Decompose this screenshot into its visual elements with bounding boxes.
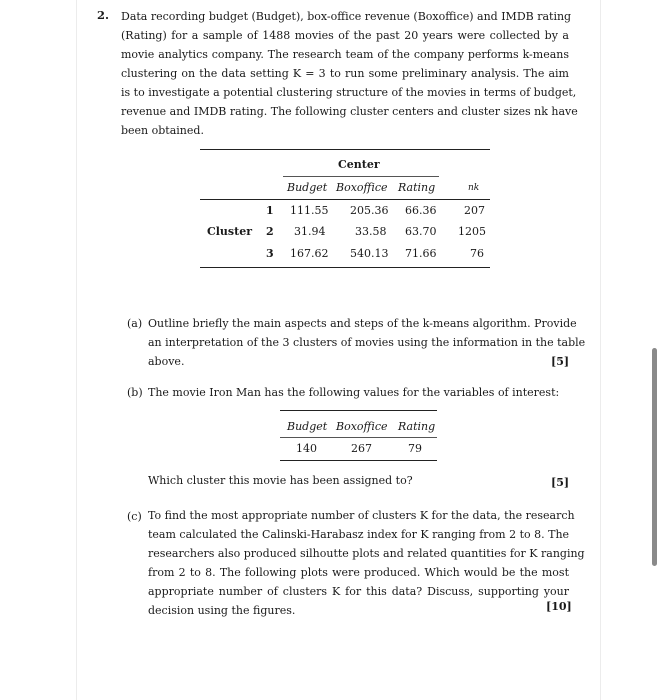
table-bottom-rule bbox=[200, 267, 490, 268]
part-c-line: from 2 to 8. The following plots were produced. Which would be the most bbox=[148, 566, 569, 579]
part-c-line: appropriate number of clusters K for this data? Discuss, supporting your bbox=[148, 585, 569, 598]
cell-budget: 31.94 bbox=[294, 225, 326, 238]
intro-line: clustering on the data setting K = 3 to run some preliminary analysis. The aim bbox=[121, 67, 569, 80]
part-b-marks: [5] bbox=[551, 476, 570, 489]
cell-boxoffice: 33.58 bbox=[355, 225, 387, 238]
header-budget: Budget bbox=[287, 181, 328, 194]
cell-budget: 167.62 bbox=[290, 247, 329, 260]
iron-man-mid-rule bbox=[280, 437, 437, 438]
iron-man-top-rule bbox=[280, 410, 437, 411]
row-id: 1 bbox=[266, 204, 274, 217]
cell-boxoffice: 540.13 bbox=[350, 247, 389, 260]
header-rating: Rating bbox=[398, 181, 436, 194]
part-a-line: an interpretation of the 3 clusters of movies using the information in the table bbox=[148, 336, 586, 349]
table-top-rule bbox=[200, 149, 490, 150]
center-rule bbox=[283, 176, 439, 177]
iron-man-header-rating: Rating bbox=[398, 420, 436, 433]
vertical-scrollbar[interactable] bbox=[652, 348, 657, 566]
part-c-line: decision using the figures. bbox=[148, 604, 296, 617]
part-c-line: researchers also produced silhoutte plots and related quantities for K ranging bbox=[148, 547, 585, 560]
cell-rating: 63.70 bbox=[405, 225, 437, 238]
iron-man-rating: 79 bbox=[408, 442, 422, 455]
iron-man-header-boxoffice: Boxoffice bbox=[336, 420, 388, 433]
cell-budget: 111.55 bbox=[290, 204, 329, 217]
intro-line: (Rating) for a sample of 1488 movies of the past 20 years were collected by a bbox=[121, 29, 569, 42]
page-right-edge bbox=[600, 0, 601, 700]
cluster-group-label: Cluster bbox=[207, 225, 252, 238]
part-c-marks: [10] bbox=[546, 600, 572, 613]
intro-line: Data recording budget (Budget), box-office revenue (Boxoffice) and IMDB rating bbox=[121, 10, 572, 23]
page-left-edge bbox=[76, 0, 77, 700]
header-boxoffice: Boxoffice bbox=[336, 181, 388, 194]
row-id: 3 bbox=[266, 247, 274, 260]
cell-rating: 71.66 bbox=[405, 247, 437, 260]
iron-man-budget: 140 bbox=[296, 442, 317, 455]
center-label: Center bbox=[338, 158, 380, 171]
intro-line: is to investigate a potential clustering structure of the movies in terms of budget, bbox=[121, 86, 577, 99]
cell-nk: 76 bbox=[470, 247, 484, 260]
cell-nk: 207 bbox=[464, 204, 485, 217]
iron-man-bottom-rule bbox=[280, 460, 437, 461]
iron-man-boxoffice: 267 bbox=[351, 442, 372, 455]
intro-line: movie analytics company. The research team of the company performs k-means bbox=[121, 48, 569, 61]
part-c-label: (c) bbox=[127, 510, 142, 523]
header-rule bbox=[200, 199, 490, 200]
iron-man-header-budget: Budget bbox=[287, 420, 328, 433]
part-b-label: (b) bbox=[127, 386, 143, 399]
part-a-label: (a) bbox=[127, 317, 143, 330]
cell-boxoffice: 205.36 bbox=[350, 204, 389, 217]
part-a-line: Outline briefly the main aspects and steps of the k-means algorithm. Provide bbox=[148, 317, 577, 330]
header-nk: nk bbox=[468, 183, 480, 193]
question-number: 2. bbox=[97, 8, 110, 22]
part-a-line: above. bbox=[148, 355, 185, 368]
part-b-question: Which cluster this movie has been assigned to? bbox=[148, 474, 413, 487]
part-b-text: The movie Iron Man has the following values for the variables of interest: bbox=[148, 386, 560, 399]
cell-nk: 1205 bbox=[458, 225, 486, 238]
intro-line: revenue and IMDB rating. The following cluster centers and cluster sizes nk have bbox=[121, 105, 578, 118]
part-c-line: To find the most appropriate number of clusters K for the data, the research bbox=[148, 509, 575, 522]
part-c-line: team calculated the Calinski-Harabasz index for K ranging from 2 to 8. The bbox=[148, 528, 570, 541]
part-c-text bbox=[148, 506, 585, 620]
question-intro bbox=[121, 7, 578, 140]
part-a-marks: [5] bbox=[551, 355, 570, 368]
row-id: 2 bbox=[266, 225, 274, 238]
part-a-text bbox=[148, 314, 586, 371]
intro-line: been obtained. bbox=[121, 124, 204, 137]
cell-rating: 66.36 bbox=[405, 204, 437, 217]
